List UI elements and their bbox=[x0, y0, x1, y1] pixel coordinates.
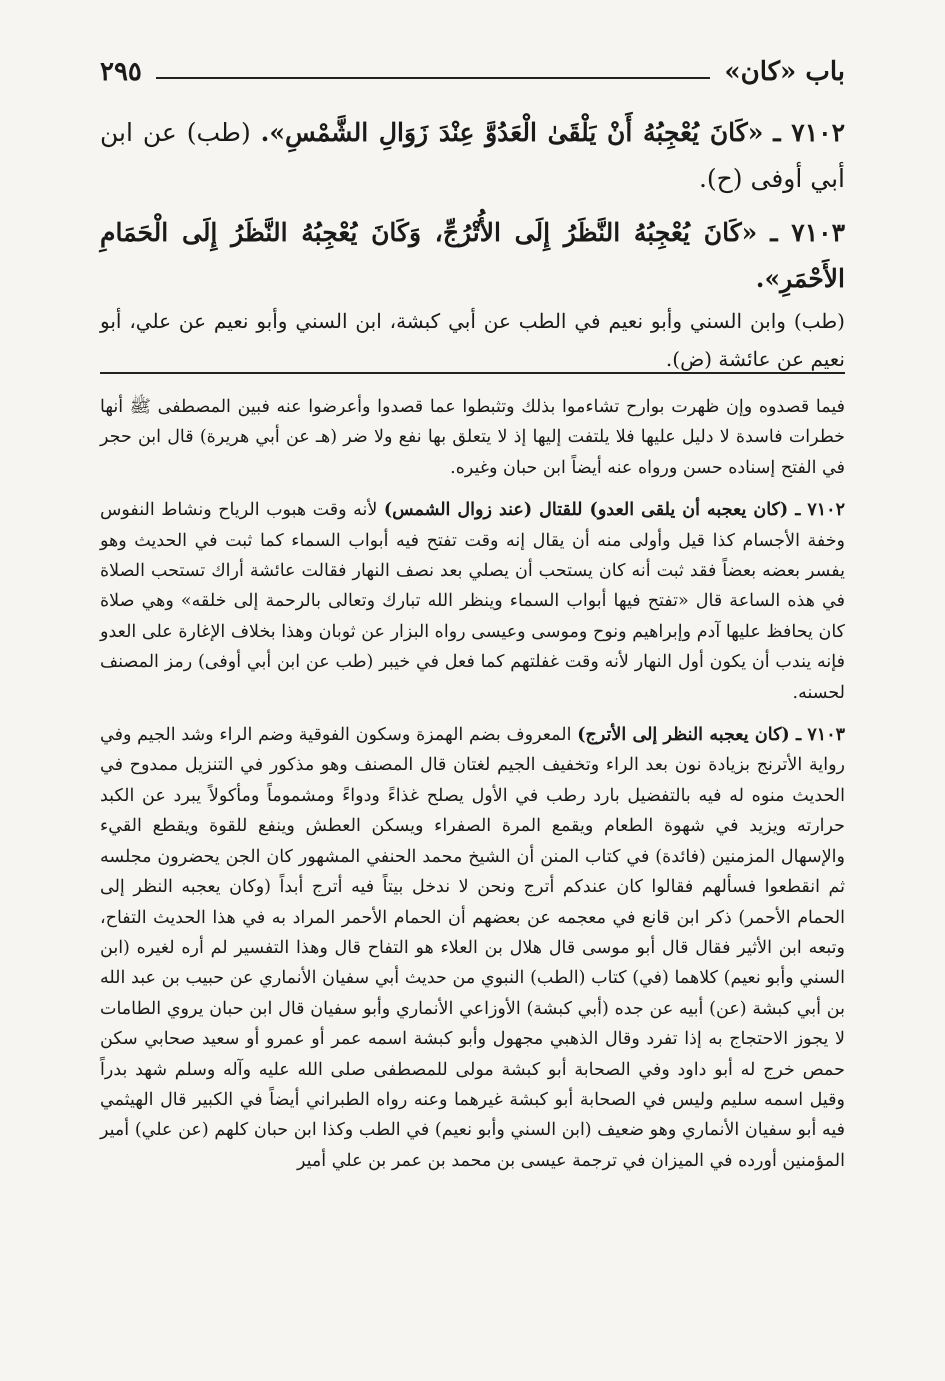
commentary bbox=[100, 392, 845, 1188]
hadith-number: ٧١٠٢ ـ bbox=[773, 118, 846, 147]
commentary-lead: ٧١٠٢ ـ (كان يعجبه أن يلقى العدو) للقتال (عند زوال الشمس) bbox=[383, 500, 845, 521]
footnote-divider bbox=[100, 372, 845, 374]
hadith-text: «كَانَ يُعْجِبُهُ النَّظَرُ إِلَى الأُتْرُجِّ، وَكَانَ يُعْجِبُهُ النَّظَرُ إِلَى الْحَمَامِ الأَحْمَرِ». bbox=[100, 218, 845, 293]
hadith-text: «كَانَ يُعْجِبُهُ أَنْ يَلْقَىٰ الْعَدُوَّ عِنْدَ زَوَالِ الشَّمْسِ». bbox=[260, 118, 764, 147]
chapter-title: باب «كان» bbox=[724, 57, 845, 87]
commentary-body: المعروف بضم الهمزة وسكون الفوقية وضم الراء وشد الجيم وفي رواية الأترنج بزيادة نون بعد الراء وتخفيف الجيم لغتان قال المصنف وهو مذكور في التنزيل ممدوح في الحديث منوه له فيه بالتفضيل بارد رطب في الأول يصلح غذاءً ودواءً ومشموماً ومأكولاً يبرد عن الكبد حرارته ويزيد في شهوة الطعام ويقمع المرة الصفراء ويسكن العطش وينفع للقوة ويقطع القيء والإسهال المزمنين (فائدة) في كتاب المنن أن الشيخ محمد الحنفي المشهور كان الجن يحضرون مجلسه ثم انقطعوا فسألهم فقالوا كان عندكم أترج ونحن لا ندخل بيتاً فيه أترج أبداً (وكان يعجبه النظر إلى الحمام الأحمر) ذكر ابن قانع في معجمه عن بعضهم أن الحمام الأحمر المراد به في هذا الحديث التفاح، وتبعه ابن الأثير فقال قال أبو موسى قال هلال بن العلاء هو التفاح قال وهذا التفسير لم أره لغيره (ابن السني وأبو نعيم) كلاهما (في) كتاب (الطب) النبوي من حديث أبي سفيان الأنماري عن حبيب بن عبد الله بن أبي كبشة (عن) أبيه عن جده (أبي كبشة) الأوزاعي الأنماري وأبو سفيان قال ابن حبان يروي الطامات لا يجوز الاحتجاج به إذا تفرد وقال الذهبي مجهول وأبو كبشة اسمه عمر أو عمرو أو سعيد صحابي سكن حمص خرج له أبو داود وفي الصحابة أبو كبشة مولى للمصطفى صلى الله عليه وآله وسلم شهد بدراً وقيل اسمه سليم وليس في الصحابة أبو كبشة غيرهما وعنه رواه الطبراني أيضاً في الكبير قال الهيثمي فيه أبو سفيان الأنماري وهو ضعيف (ابن السني وأبو نعيم) في الطب وكذا ابن حبان كلهم (عن علي) أمير المؤمنين أورده في الميزان في ترجمة عيسى بن محمد بن عمر بن علي أمير bbox=[100, 725, 845, 1171]
commentary-lead: ٧١٠٣ ـ (كان يعجبه النظر إلى الأترج) bbox=[577, 725, 845, 746]
commentary-body: لأنه وقت هبوب الرياح ونشاط النفوس وخفة الأجسام كذا قيل وأولى منه أن يقال إنه وقت تفتح فيه أبواب السماء كما ثبت في الحديث وهو يفسر بعضه بعضاً فقد ثبت أنه كان يستحب أن يصلي بعد نصف النهار فقالت عائشة أراك تستحب الصلاة في هذه الساعة قال «تفتح فيها أبواب السماء وينظر الله تبارك وتعالى بالرحمة إلى خلقه» وهي صلاة كان يحافظ عليها آدم وإبراهيم ونوح وموسى وعيسى رواه البزار عن ثوبان وهذا بخلاف الإغارة على العدو فإنه يندب أن يكون أول النهار لأنه وقت غفلتهم كما فعل في خيبر (طب عن ابن أبي أوفى) رمز المصنف لحسنه. bbox=[100, 500, 845, 703]
hadith-reference: (طب) وابن السني وأبو نعيم في الطب عن أبي كبشة، ابن السني وأبو نعيم عن علي، أبو نعيم عن عائشة (ض). bbox=[100, 309, 845, 371]
page-number: ٢٩٥ bbox=[100, 57, 142, 87]
commentary-intro: فيما قصدوه وإن ظهرت بوارح تشاءموا بذلك وتثبطوا عما قصدوا وأعرضوا عنه فبين المصطفى ﷺ أنها خطرات فاسدة لا دليل عليها فلا يلتفت إليها إذ لا يتعلق بها نفع ولا ضر (هـ عن أبي هريرة) قال ابن حجر في الفتح إسناده حسن ورواه عنه أيضاً ابن حبان وغيره. bbox=[100, 397, 845, 478]
hadith-7103 bbox=[100, 210, 845, 302]
hadith-reference: (طب) عن ابن أبي أوفى (ح). bbox=[100, 118, 845, 193]
header-divider bbox=[156, 77, 711, 79]
commentary-7102 bbox=[100, 495, 845, 708]
commentary-7103 bbox=[100, 720, 845, 1176]
hadith-number: ٧١٠٣ ـ bbox=[770, 218, 846, 247]
hadith-7102 bbox=[100, 110, 845, 202]
page-header bbox=[100, 52, 845, 92]
main-text bbox=[100, 110, 845, 378]
